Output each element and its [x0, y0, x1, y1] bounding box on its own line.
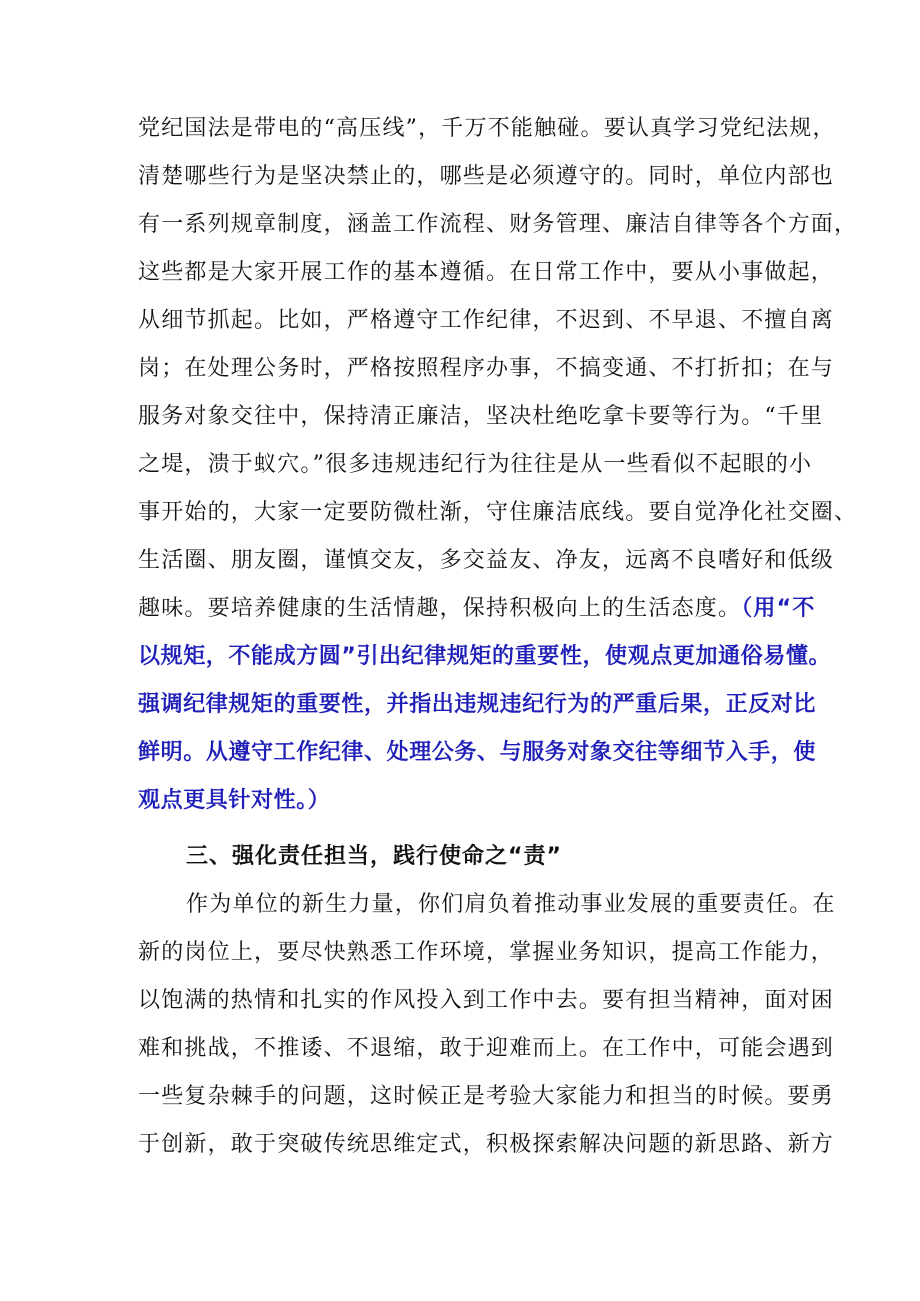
section-heading: 三、强化责任担当，践行使命之“责” [186, 844, 562, 869]
body-line: 清楚哪些行为是坚决禁止的，哪些是必须遵守的。同时，单位内部也 [138, 164, 835, 189]
body-line: 一些复杂棘手的问题，这时候正是考验大家能力和担当的时候。要勇 [138, 1084, 835, 1109]
body-line: 服务对象交往中，保持清正廉洁，坚决杜绝吃拿卡要等行为。“千里 [138, 404, 824, 429]
body-line: 生活圈、朋友圈，谨慎交友，多交益友、净友，远离不良嗜好和低级 [138, 548, 835, 573]
body-line: 党纪国法是带电的“高压线”，千万不能触碰。要认真学习党纪法规， [138, 116, 836, 141]
body-line: 有一系列规章制度，涵盖工作流程、财务管理、廉洁自律等各个方面， [138, 212, 858, 237]
body-line: 难和挑战，不推诿、不退缩，敢于迎难而上。在工作中，可能会遇到 [138, 1036, 835, 1061]
body-line: 事开始的，大家一定要防微杜渐，守住廉洁底线。要自觉净化社交圈、 [138, 500, 858, 525]
body-text: 趣味。要培养健康的生活情趣，保持积极向上的生活态度。 [138, 596, 742, 621]
body-line: 以饱满的热情和扎实的作风投入到工作中去。要有担当精神，面对困 [138, 988, 835, 1013]
note-line: 观点更具针对性。） [138, 788, 331, 813]
note-line: 以规矩，不能成方圆”引出纪律规矩的重要性，使观点更加通俗易懂。 [138, 644, 832, 669]
note-line: 强调纪律规矩的重要性，并指出违规违纪行为的严重后果，正反对比 [138, 692, 817, 717]
body-line: 这些都是大家开展工作的基本遵循。在日常工作中，要从小事做起， [138, 260, 835, 285]
note-line: 鲜明。从遵守工作纪律、处理公务、与服务对象交往等细节入手，使 [138, 740, 817, 765]
body-line: 作为单位的新生力量，你们肩负着推动事业发展的重要责任。在 [186, 892, 836, 917]
body-line: 新的岗位上，要尽快熟悉工作环境，掌握业务知识，提高工作能力， [138, 940, 835, 965]
body-line-with-note [138, 585, 816, 633]
body-line: 于创新，敢于突破传统思维定式，积极探索解决问题的新思路、新方 [138, 1132, 835, 1157]
body-line: 之堤，溃于蚁穴。”很多违规违纪行为往往是从一些看似不起眼的小 [138, 452, 813, 477]
note-text: （用“不 [741, 596, 816, 621]
body-line: 岗；在处理公务时，严格按照程序办事，不搞变通、不打折扣；在与 [138, 356, 835, 381]
body-line: 从细节抓起。比如，严格遵守工作纪律，不迟到、不早退、不擅自离 [138, 308, 835, 333]
